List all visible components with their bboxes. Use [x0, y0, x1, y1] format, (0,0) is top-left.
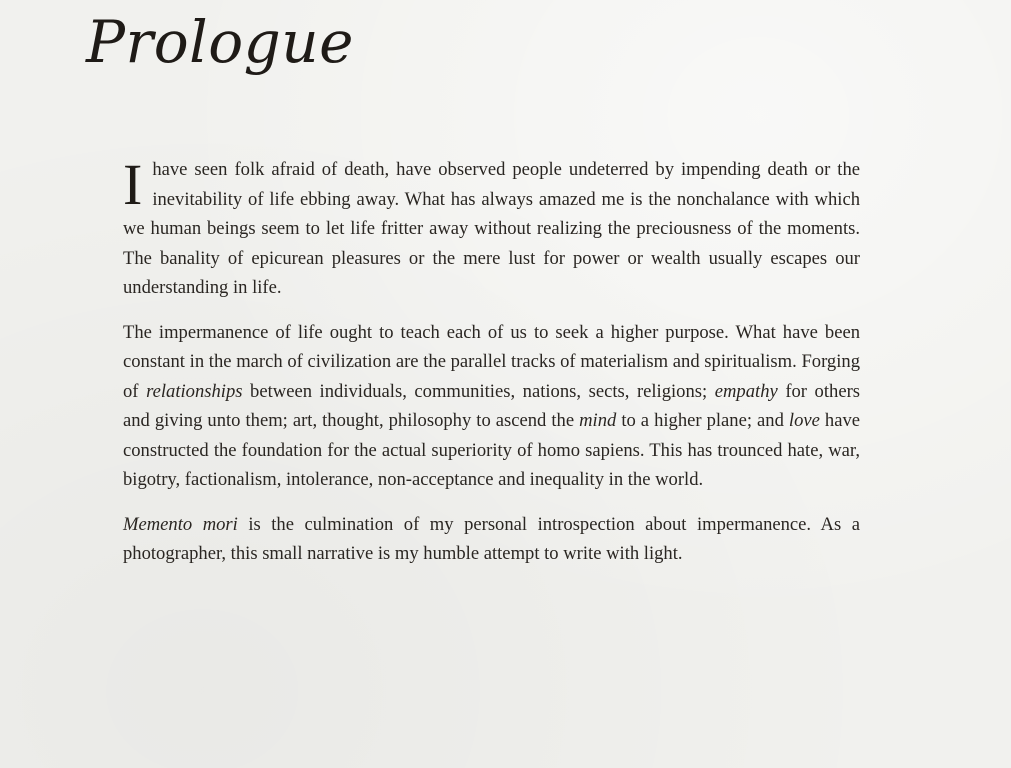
emphasis-love: love: [788, 410, 820, 431]
page-title: Prologue: [86, 8, 354, 76]
emphasis-empathy: empathy: [714, 380, 778, 402]
paragraph-2-seg-2: between individuals, communities, nations, sects, religions;: [242, 380, 715, 402]
paragraph-2-seg-1: The impermanence of life ought to teach each of us to seek a higher purpose. What have been constant in the march of civilization are the parallel tracks of materialism and spiritualism. Forging of: [123, 321, 860, 402]
prologue-body: [123, 152, 861, 584]
paragraph-3-text: is the culmination of my personal introspection about impermanence. As a photographer, this small narrative is my humble attempt to write with light.: [123, 513, 860, 564]
emphasis-relationships: relationships: [146, 380, 243, 402]
emphasis-mind: mind: [579, 410, 617, 431]
paragraph-2-seg-5: have constructed the foundation for the actual superiority of homo sapiens. This has trounced hate, war, bigotry, factionalism, intolerance, non-acceptance and inequality in the world.: [123, 410, 861, 490]
paragraph-2: [123, 318, 860, 495]
paragraph-1: [123, 152, 860, 303]
paragraph-2-seg-3: for others and giving unto them; art, thought, philosophy to ascend the: [123, 380, 860, 431]
paragraph-3: [123, 510, 860, 569]
paragraph-2-seg-4: to a higher plane; and: [616, 410, 789, 431]
emphasis-memento-mori: Memento mori: [123, 513, 238, 535]
paragraph-1-text: have seen folk afraid of death, have observed people undeterred by impending death or the inevitability of life ebbing away. What has always amazed me is the nonchalance with which we human beings seem to let life fritter away without realizing the preciousness of the moments. The banality of epicurean pleasures or the mere lust for power or wealth usually escapes our understanding in life.: [123, 159, 860, 298]
drop-cap: I: [123, 152, 143, 217]
